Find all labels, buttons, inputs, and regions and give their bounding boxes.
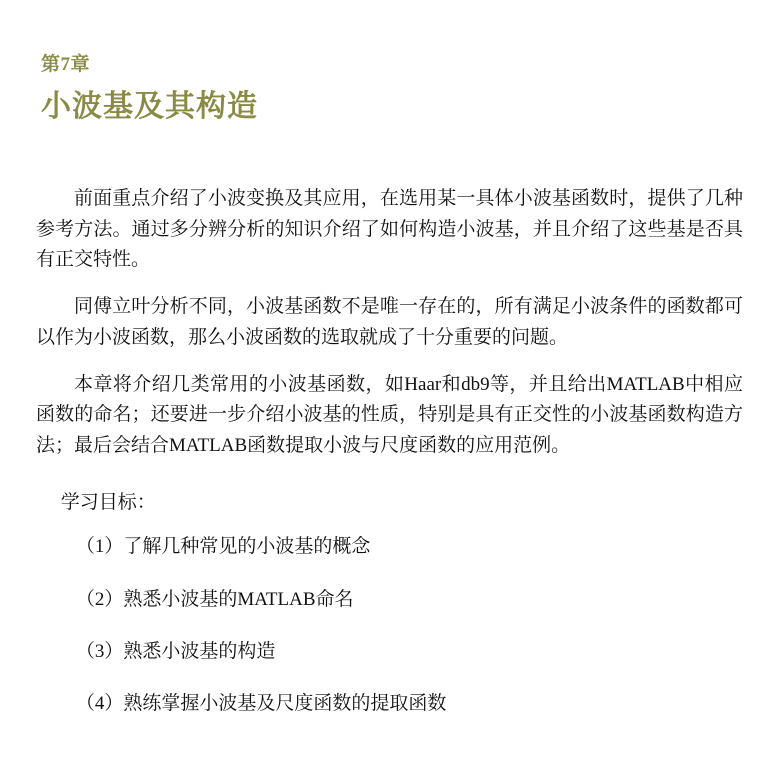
paragraph-1: 前面重点介绍了小波变换及其应用，在选用某一具体小波基函数时，提供了几种参考方法。通过多分辨分析的知识介绍了如何构造小波基，并且介绍了这些基是否具有正交特性。 <box>36 187 743 271</box>
paragraph-3: 本章将介绍几类常用的小波基函数，如Haar和db9等，并且给出MATLAB中相应函数的命名；还要进一步介绍小波基的性质，特别是具有正交性的小波基函数构造方法；最后会结合MATLAB函数提取小波与尺度函数的应用范例。 <box>36 373 743 457</box>
list-item: （4）熟练掌握小波基及尺度函数的提取函数 <box>75 693 447 715</box>
chapter-number: 第7章 <box>41 54 91 75</box>
paragraph-2: 同傅立叶分析不同，小波基函数不是唯一存在的，所有满足小波条件的函数都可以作为小波函数，那么小波函数的选取就成了十分重要的问题。 <box>36 296 743 348</box>
list-item: （3）熟悉小波基的构造 <box>75 641 276 663</box>
goals-heading: 学习目标： <box>60 491 156 513</box>
chapter-title: 小波基及其构造 <box>41 89 258 123</box>
goals-list <box>36 532 743 720</box>
list-item: （1）了解几种常见的小波基的概念 <box>75 536 371 558</box>
body-text <box>36 184 743 720</box>
list-item: （2）熟悉小波基的MATLAB命名 <box>75 588 354 610</box>
